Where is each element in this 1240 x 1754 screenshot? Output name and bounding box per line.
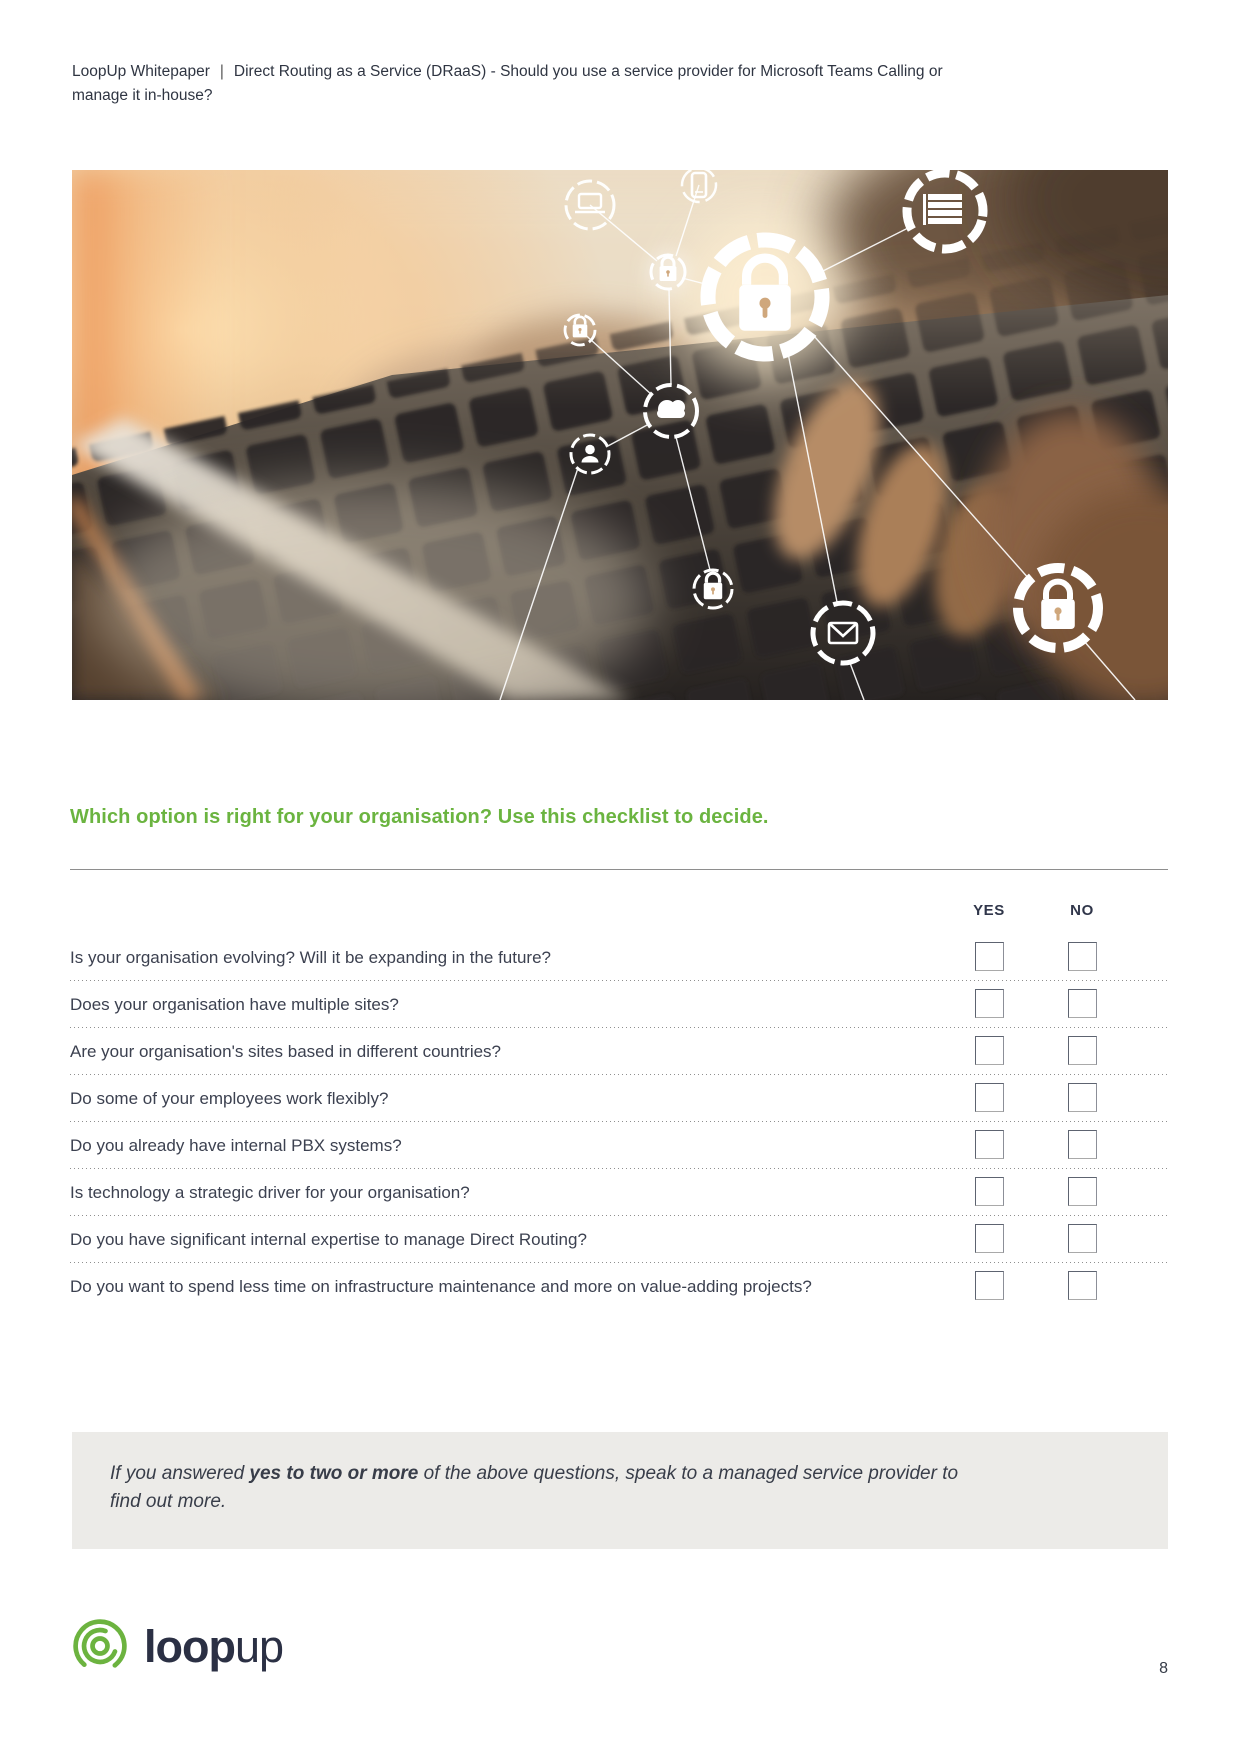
question-text: Is technology a strategic driver for your organisation? (70, 1183, 470, 1202)
divider-line (70, 869, 1168, 870)
header-brand: LoopUp Whitepaper (72, 63, 210, 80)
yes-checkbox[interactable] (975, 942, 1004, 971)
no-checkbox[interactable] (1068, 1224, 1097, 1253)
table-row (70, 1169, 1168, 1216)
table-row (70, 1075, 1168, 1122)
loopup-logo (70, 1616, 283, 1676)
question-text: Do you already have internal PBX systems? (70, 1136, 402, 1155)
checklist-rows (70, 934, 1168, 1335)
no-checkbox[interactable] (1068, 1271, 1097, 1300)
question-text: Does your organisation have multiple sites? (70, 995, 399, 1014)
header-separator: | (219, 63, 224, 80)
table-row (70, 1122, 1168, 1169)
table-row (70, 1263, 1168, 1335)
callout-bold: yes to two or more (249, 1463, 419, 1484)
column-header-no: NO (1070, 902, 1094, 919)
table-row (70, 1028, 1168, 1075)
small-padlock-icon (644, 248, 692, 296)
hero-illustration (72, 170, 1168, 700)
yes-checkbox[interactable] (975, 1271, 1004, 1300)
question-text: Is your organisation evolving? Will it be expanding in the future? (70, 948, 552, 967)
no-checkbox[interactable] (1068, 1036, 1097, 1065)
document-header (72, 60, 972, 108)
question-text: Do you want to spend less time on infrastructure maintenance and more on value-adding projects? (70, 1277, 812, 1296)
no-checkbox[interactable] (1068, 989, 1097, 1018)
yes-checkbox[interactable] (975, 1083, 1004, 1112)
page-number: 8 (1159, 1660, 1168, 1677)
callout-box (72, 1432, 1168, 1549)
table-row (70, 981, 1168, 1028)
question-text: Do you have significant internal expertise to manage Direct Routing? (70, 1230, 587, 1249)
callout-text: If you answered yes to two or more of the above questions, speak to a managed service provider to find out more. (110, 1463, 959, 1512)
question-text: Do some of your employees work flexibly? (70, 1089, 389, 1108)
yes-checkbox[interactable] (975, 989, 1004, 1018)
loopup-logo-icon (70, 1616, 130, 1676)
hero-image (72, 170, 1168, 700)
no-checkbox[interactable] (1068, 1130, 1097, 1159)
table-row (70, 934, 1168, 981)
header-title: Direct Routing as a Service (DRaaS) - Should you use a service provider for Microsoft Teams Calling or manage it in-house? (72, 63, 943, 105)
no-checkbox[interactable] (1068, 942, 1097, 971)
no-checkbox[interactable] (1068, 1083, 1097, 1112)
question-text: Are your organisation's sites based in different countries? (70, 1042, 502, 1061)
loopup-wordmark: loopup (144, 1620, 284, 1672)
yes-checkbox[interactable] (975, 1177, 1004, 1206)
column-header-yes: YES (973, 902, 1005, 919)
section-heading: Which option is right for your organisation? Use this checklist to decide. (70, 806, 769, 828)
table-row (70, 1216, 1168, 1263)
yes-checkbox[interactable] (975, 1224, 1004, 1253)
no-checkbox[interactable] (1068, 1177, 1097, 1206)
yes-checkbox[interactable] (975, 1130, 1004, 1159)
yes-checkbox[interactable] (975, 1036, 1004, 1065)
